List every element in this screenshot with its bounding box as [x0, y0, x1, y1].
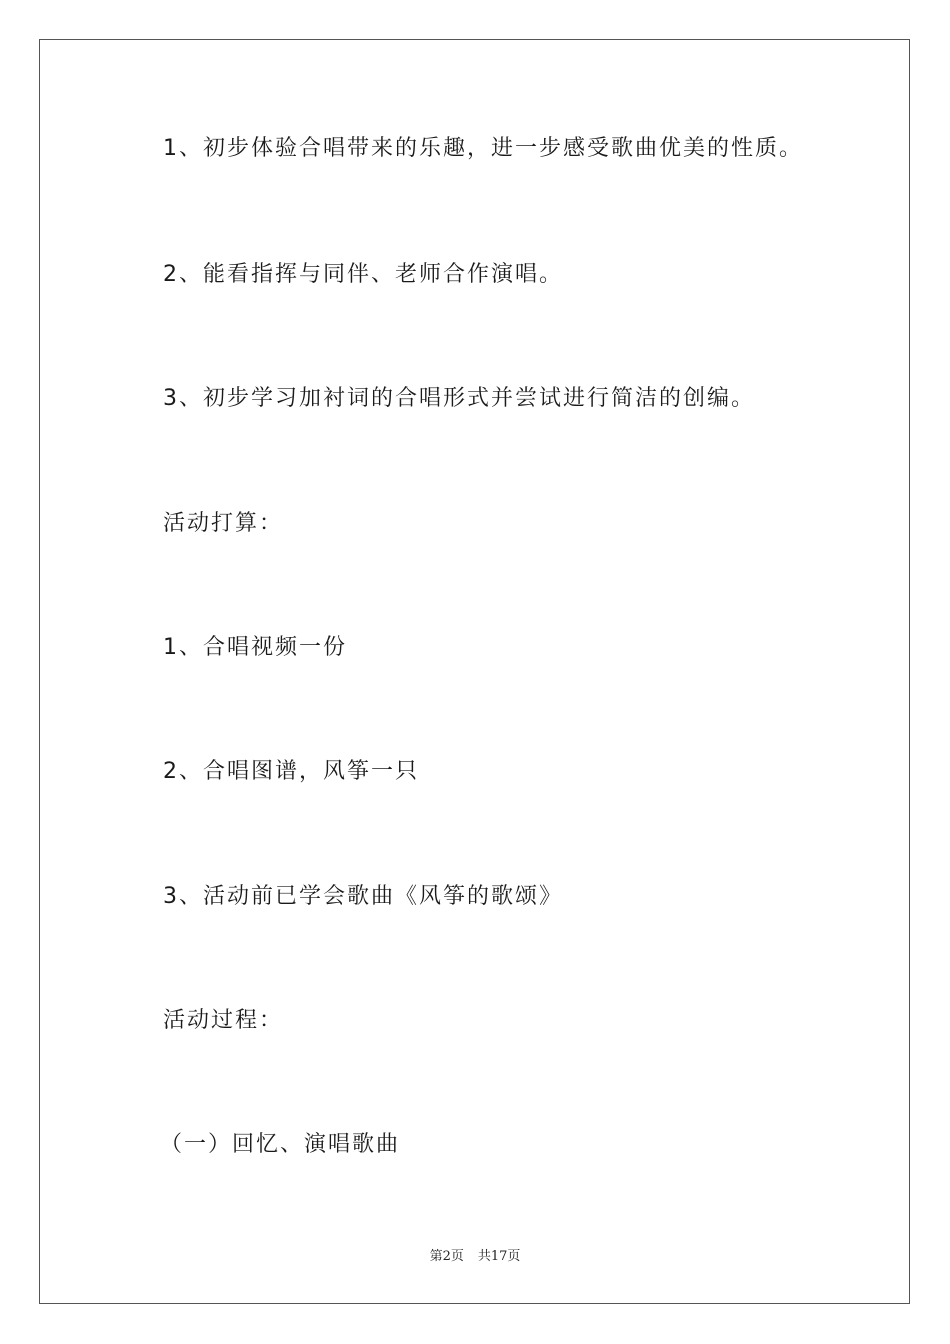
page-number: 第2页	[429, 1249, 464, 1264]
process-step-1-heading: （一）回忆、演唱歌曲	[160, 1132, 401, 1157]
preparation-item-1: 1、合唱视频一份	[163, 635, 347, 660]
preparation-item-2: 2、合唱图谱，风筝一只	[163, 759, 419, 784]
goal-item-3: 3、初步学习加衬词的合唱形式并尝试进行简洁的创编。	[163, 386, 755, 411]
goal-item-1: 1、初步体验合唱带来的乐趣，进一步感受歌曲优美的性质。	[163, 136, 803, 161]
page-total: 共17页	[477, 1249, 521, 1264]
section-heading-preparation: 活动打算：	[163, 511, 284, 536]
page-footer	[0, 1248, 950, 1266]
section-heading-process: 活动过程：	[163, 1008, 284, 1033]
preparation-item-3: 3、活动前已学会歌曲《风筝的歌颂》	[163, 884, 563, 909]
page-border	[39, 39, 910, 1304]
goal-item-2: 2、能看指挥与同伴、老师合作演唱。	[163, 262, 563, 287]
